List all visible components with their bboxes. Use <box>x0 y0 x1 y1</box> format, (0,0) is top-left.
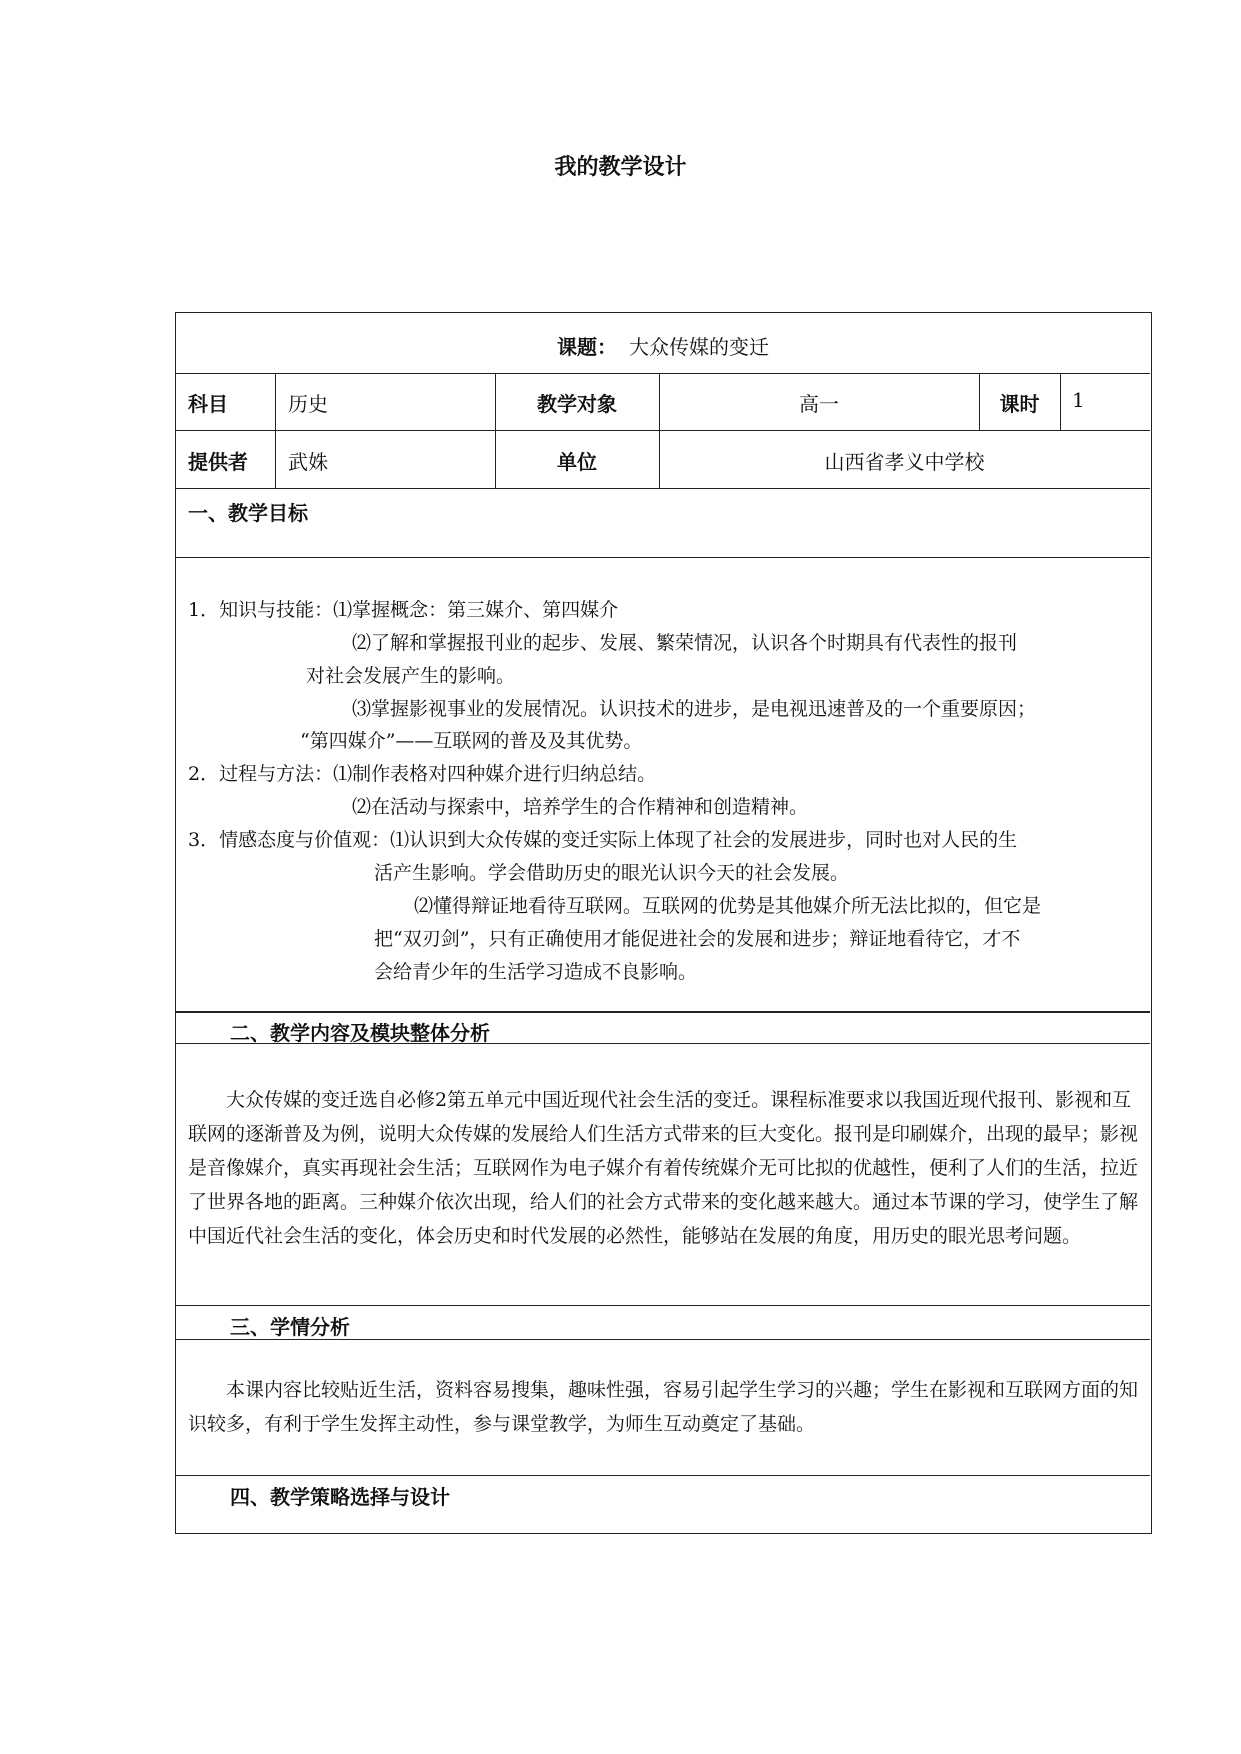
audience-value: 高一 <box>799 392 839 416</box>
row-divider <box>176 373 1150 374</box>
section-heading-content-analysis: 二、教学内容及模块整体分析 <box>230 1021 490 1045</box>
document-title: 我的教学设计 <box>554 155 687 180</box>
hours-label: 课时 <box>999 392 1040 416</box>
objective-line: 把“双刃剑”，只有正确使用才能促进社会的发展和进步；辩证地看待它，才不 <box>374 928 1021 950</box>
objective-line: 3．情感态度与价值观：⑴认识到大众传媒的变迁实际上体现了社会的发展进步，同时也对人民的生 <box>188 829 1018 851</box>
objective-line: 会给青少年的生活学习造成不良影响。 <box>374 961 698 983</box>
col-divider <box>1060 373 1061 430</box>
row-divider <box>176 557 1150 558</box>
subject-label: 科目 <box>188 392 228 416</box>
learner-analysis-text: 本课内容比较贴近生活，资料容易搜集，趣味性强，容易引起学生学习的兴趣；学生在影视和互联网方面的知识较多，有利于学生发挥主动性，参与课堂教学，为师生互动奠定了基础。 <box>188 1379 1139 1435</box>
subject-value: 历史 <box>288 392 328 416</box>
audience-label: 教学对象 <box>537 392 617 416</box>
unit-value: 山西省孝义中学校 <box>824 450 985 474</box>
section-heading-learner-analysis: 三、学情分析 <box>230 1315 350 1339</box>
row-divider <box>176 1305 1150 1306</box>
section-heading-objectives: 一、教学目标 <box>188 501 308 525</box>
objective-line: ⑶掌握影视事业的发展情况。认识技术的进步，是电视迅速普及的一个重要原因； <box>352 698 1037 720</box>
provider-label: 提供者 <box>188 450 248 474</box>
topic-value: 大众传媒的变迁 <box>629 335 769 359</box>
unit-label: 单位 <box>557 450 597 474</box>
objective-line: 2．过程与方法：⑴制作表格对四种媒介进行归纳总结。 <box>188 763 657 785</box>
section-heading-strategy: 四、教学策略选择与设计 <box>230 1485 450 1509</box>
col-divider <box>275 373 276 488</box>
hours-value: 1 <box>1072 388 1085 412</box>
row-divider <box>176 1011 1150 1013</box>
objective-line: ⑵了解和掌握报刊业的起步、发展、繁荣情况，认识各个时期具有代表性的报刊 <box>352 632 1018 654</box>
objective-line: ⑵在活动与探索中，培养学生的合作精神和创造精神。 <box>352 796 809 818</box>
objective-line: “第四媒介”——互联网的普及及其优势。 <box>300 730 643 752</box>
objective-line: 对社会发展产生的影响。 <box>306 665 516 687</box>
provider-value: 武姝 <box>288 450 328 474</box>
row-divider <box>176 1475 1150 1476</box>
lesson-plan-table <box>175 312 1152 1534</box>
objective-line: 1．知识与技能：⑴掌握概念：第三媒介、第四媒介 <box>188 599 619 621</box>
objective-line: 活产生影响。学会借助历史的眼光认识今天的社会发展。 <box>374 862 850 884</box>
row-divider <box>176 430 1150 431</box>
row-divider <box>176 488 1150 489</box>
topic-label: 课题： <box>557 335 617 359</box>
topic-row <box>176 331 1150 360</box>
objective-line: ⑵懂得辩证地看待互联网。互联网的优势是其他媒介所无法比拟的，但它是 <box>414 895 1042 917</box>
content-analysis-text: 大众传媒的变迁选自必修2第五单元中国近现代社会生活的变迁。课程标准要求以我国近现代报刊、影视和互联网的逐渐普及为例，说明大众传媒的发展给人们生活方式带来的巨大变化。报刊是印刷媒介，出现的最早；影视是音像媒介，真实再现社会生活；互联网作为电子媒介有着传统媒介无可比拟的优越性，便利了人们的生活，拉近了世界各地的距离。三种媒介依次出现，给人们的社会方式带来的变化越来越大。通过本节课的学习，使学生了解中国近代社会生活的变化，体会历史和时代发展的必然性，能够站在发展的角度，用历史的眼光思考问题。 <box>188 1089 1139 1247</box>
